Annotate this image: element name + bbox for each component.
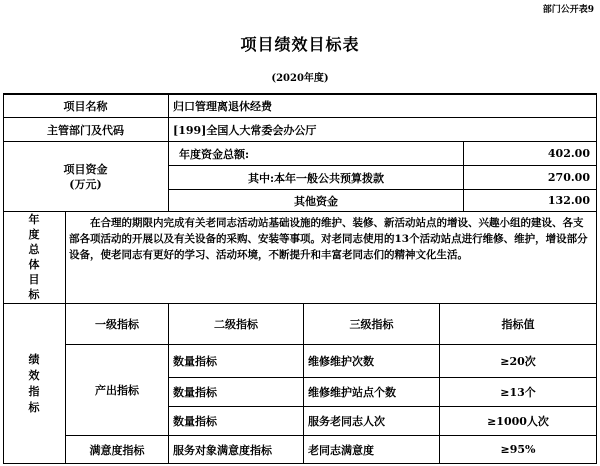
project-name-label: 项目名称 — [63, 99, 108, 113]
row2-value: ≥13个 — [500, 386, 536, 399]
row3-level3: 服务老同志人次 — [308, 415, 385, 428]
perf-label-char: 指 — [28, 384, 40, 398]
annual-total-label: 年度资金总额: — [179, 147, 250, 161]
perf-label-char: 标 — [28, 400, 40, 414]
table-right-border — [596, 93, 597, 464]
satisfaction-value: ≥95% — [500, 443, 536, 456]
row2-level3: 维修维护站点个数 — [308, 386, 396, 399]
annual-target-label-char: 体 — [28, 258, 40, 271]
public-budget-value: 270.00 — [547, 171, 590, 184]
perf-label-char: 绩 — [28, 352, 40, 366]
project-funds-label-line2: (万元) — [69, 177, 102, 191]
project-name-value: 归口管理离退休经费 — [173, 99, 272, 113]
header-value: 指标值 — [501, 318, 535, 331]
row-divider — [3, 211, 597, 212]
public-budget-label: 其中:本年一般公共预算拨款 — [247, 171, 385, 185]
header-level1: 一级指标 — [95, 318, 139, 331]
other-funds-value: 132.00 — [547, 194, 590, 207]
department-label: 主管部门及代码 — [47, 123, 124, 137]
output-indicator-label: 产出指标 — [95, 384, 139, 397]
satisfaction-level3: 老同志满意度 — [308, 443, 374, 457]
project-funds-label-line1: 项目资金 — [63, 162, 108, 176]
annual-target-text: 在合理的期限内完成有关老同志活动站基础设施的维护、装修、新活动站点的增设、兴趣小组的建设、各支部各项活动的开展以及有关设备的采购、安装等事项。对老同志使用的13个活动站点进行维修、维护，增设部分设备，使老同志有更好的学习、活动环境，不断提升和丰富老同志们的精神文化生活。 — [69, 217, 588, 261]
performance-table — [3, 93, 597, 464]
row1-level3: 维修维护次数 — [308, 355, 374, 368]
project-funds-label — [3, 142, 168, 211]
row3-level2: 数量指标 — [173, 415, 217, 428]
header-level3: 三级指标 — [349, 318, 394, 331]
other-funds-label: 其他资金 — [294, 194, 338, 208]
satisfaction-level2: 服务对象满意度指标 — [173, 443, 272, 457]
row1-value: ≥20次 — [500, 355, 536, 368]
row2-level2: 数量指标 — [173, 386, 217, 399]
row3-value: ≥1000人次 — [487, 415, 549, 428]
annual-target-label-char: 度 — [28, 228, 40, 241]
annual-target-label-char: 年 — [28, 213, 40, 226]
row1-level2: 数量指标 — [173, 355, 217, 368]
satisfaction-indicator-label: 满意度指标 — [89, 443, 145, 457]
perf-label-char: 效 — [28, 368, 40, 382]
performance-indicators-label — [3, 304, 65, 463]
table-bottom-border — [3, 463, 597, 464]
annual-target-label-char: 总 — [28, 243, 40, 256]
department-value: [199]全国人大常委会办公厅 — [173, 123, 317, 137]
annual-target-label-char: 目 — [28, 273, 40, 286]
page-title: 项目绩效目标表 — [240, 35, 360, 54]
annual-target-label-char: 标 — [28, 288, 40, 301]
form-number: 部门公开表9 — [542, 5, 594, 15]
fiscal-year: (2020年度) — [271, 73, 329, 84]
annual-target-label — [3, 212, 65, 303]
annual-total-value: 402.00 — [547, 147, 590, 160]
header-level2: 二级指标 — [214, 318, 258, 331]
